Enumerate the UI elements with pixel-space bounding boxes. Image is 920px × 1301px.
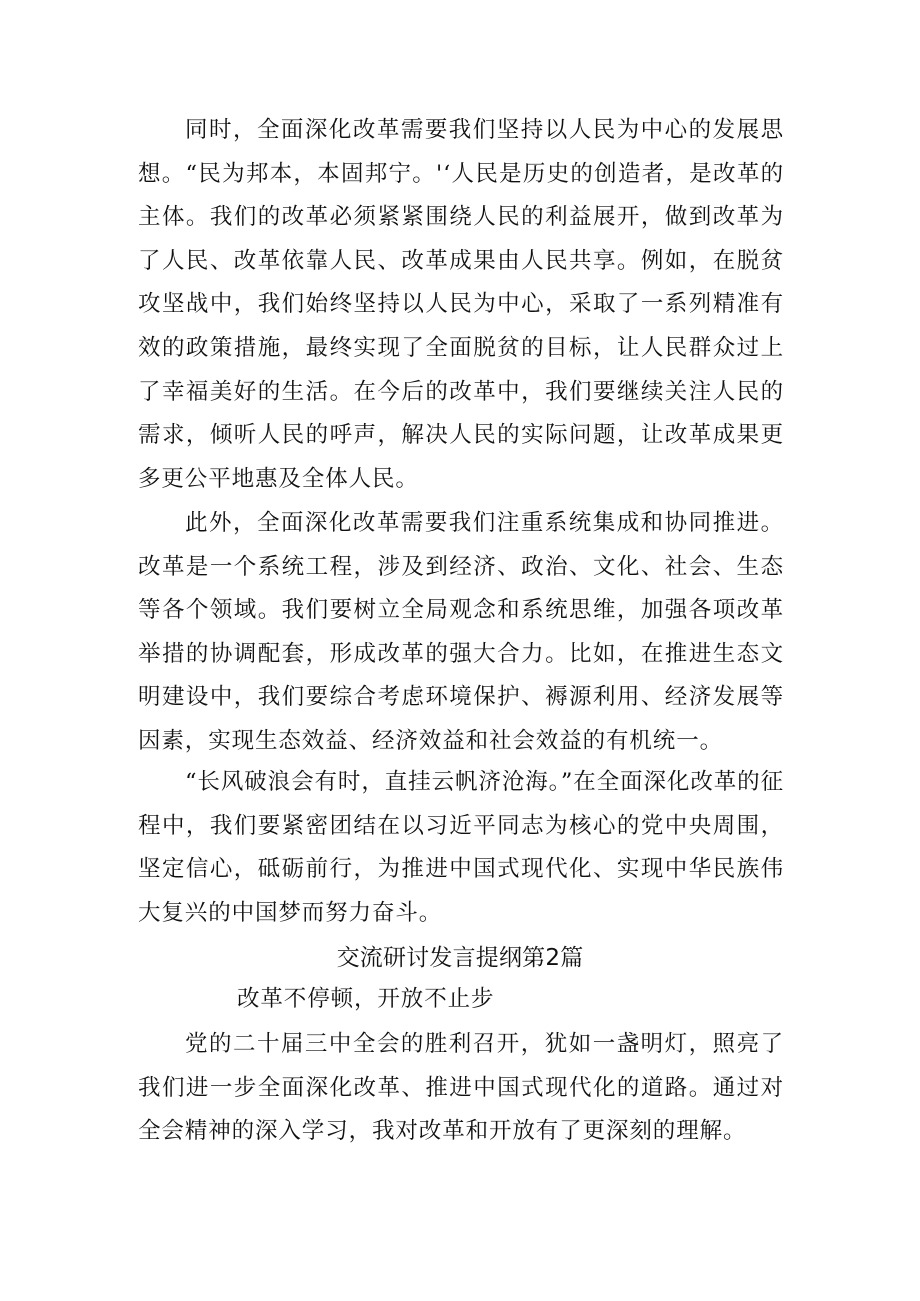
paragraph-system-integration: 此外，全面深化改革需要我们注重系统集成和协同推进。改革是一个系统工程，涉及到经济、政治、文化、社会、生态等各个领域。我们要树立全局观念和系统思维，加强各项改革举措的协调配套，形成改革的强大合力。比如，在推进生态文明建设中，我们要综合考虑环境保护、褥源利用、经济发展等因素，实现生态效益、经济效益和社会效益的有机统一。 <box>138 510 784 754</box>
section-subtitle: 改革不停顿，开放不止步 <box>237 986 495 1012</box>
paragraph-closing-quote: “长风破浪会有时，直挂云帆济沧海。”在全面深化改革的征程中，我们要紧密团结在以习近平同志为核心的党中央周围，坚定信心，砥砺前行，为推进中国式现代化、实现中华民族伟大复兴的中国梦而努力奋斗。 <box>138 769 784 926</box>
paragraph-people-centered: 同时，全面深化改革需要我们坚持以人民为中心的发展思想。“民为邦本，本固邦宁。'‘人民是历史的创造者，是改革的主体。我们的改革必须紧紧围绕人民的利益展开，做到改革为了人民、改革依靠人民、改革成果由人民共享。例如，在脱贫攻坚战中，我们始终坚持以人民为中心，采取了一系列精准有效的政策措施，最终实现了全面脱贫的目标，让人民群众过上了幸福美好的生活。在今后的改革中，我们要继续关注人民的需求，倾听人民的呼声，解决人民的实际问题，让改革成果更多更公平地惠及全体人民。 <box>138 117 784 492</box>
section-heading: 交流研讨发言提纲第2篇 <box>336 945 584 971</box>
paragraph-plenary-session: 党的二十届三中全会的胜利召开，犹如一盏明灯，照亮了我们进一步全面深化改革、推进中国式现代化的道路。通过对全会精神的深入学习，我对改革和开放有了更深刻的理解。 <box>138 1031 784 1145</box>
